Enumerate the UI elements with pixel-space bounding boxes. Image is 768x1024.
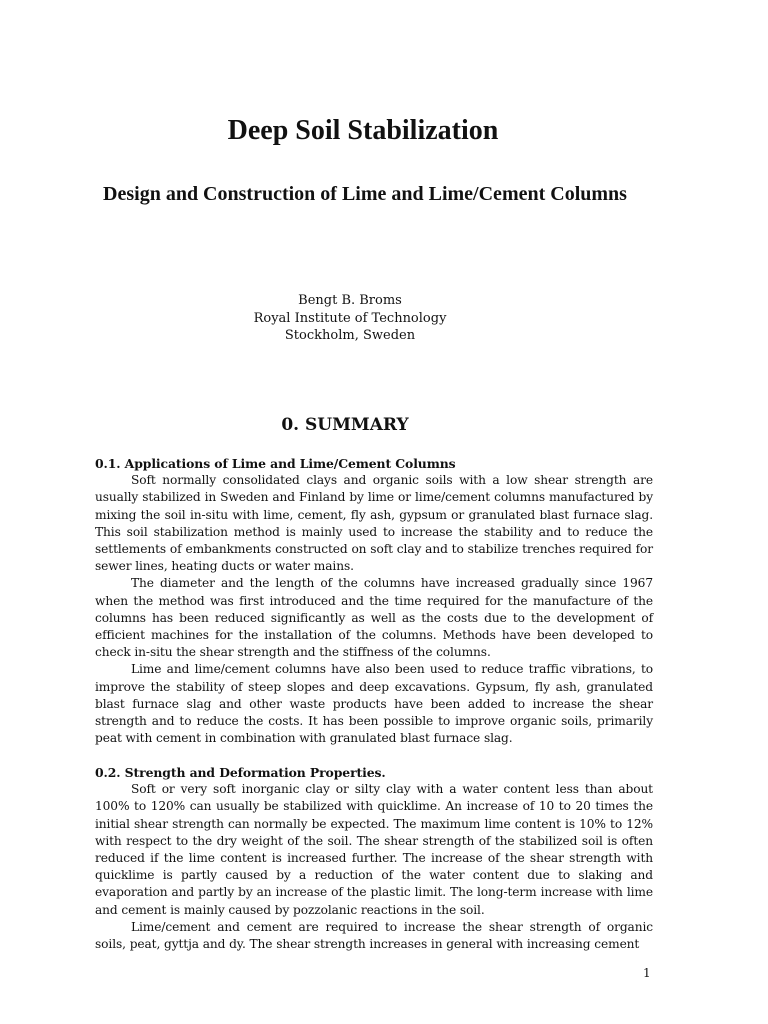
document-title: Deep Soil Stabilization (227, 115, 499, 146)
paragraph: Lime/cement and cement are required to increase the shear strength of organic soils, peat, gyttja and dy. The shear strength increases in general with increasing cement (95, 919, 653, 952)
subsection-strength (95, 764, 653, 953)
author-name: Bengt B. Broms (298, 293, 402, 308)
subsection-heading: 0.1. Applications of Lime and Lime/Cement Columns (95, 456, 456, 471)
page-number: 1 (643, 966, 651, 980)
author-location: Stockholm, Sweden (284, 328, 416, 343)
section-heading: 0. SUMMARY (281, 415, 409, 435)
author-block (0, 292, 700, 345)
document-subtitle: Design and Construction of Lime and Lime/Cement Columns (103, 183, 627, 205)
paragraph: The diameter and the length of the columns have increased gradually since 1967 when the method was first introduced and the time required for the manufacture of the columns has been reduced significantly as well as the costs due to the development of efficient machines for the installation of the columns. Methods have been developed to check in-situ the shear strength and the stiffness of the columns. (95, 576, 653, 660)
subsection-heading: 0.2. Strength and Deformation Properties. (95, 765, 386, 780)
subsection-applications (95, 455, 653, 747)
paragraph: Soft normally consolidated clays and organic soils with a low shear strength are usually stabilized in Sweden and Finland by lime or lime/cement columns manufactured by mixing the soil in-situ with lime, cement, fly ash, gypsum or granulated blast furnace slag. This soil stabilization method is mainly used to increase the stability and to reduce the settlements of embankments constructed on soft clay and to stabilize trenches required for sewer lines, heating ducts or water mains. (95, 473, 653, 574)
paragraph: Lime and lime/cement columns have also been used to reduce traffic vibrations, to improve the stability of steep slopes and deep excavations. Gypsum, fly ash, granulated blast furnace slag and other waste products have been added to increase the shear strength and to reduce the costs. It has been possible to improve organic soils, primarily peat with cement in combination with granulated blast furnace slag. (95, 662, 653, 746)
paragraph: Soft or very soft inorganic clay or silty clay with a water content less than about 100% to 120% can usually be stabilized with quicklime. An increase of 10 to 20 times the initial shear strength can normally be expected. The maximum lime content is 10% to 12% with respect to the dry weight of the soil. The shear strength of the stabilized soil is often reduced if the lime content is increased further. The increase of the shear strength with quicklime is partly caused by a reduction of the water content due to slaking and evaporation and partly by an increase of the plastic limit. The long-term increase with lime and cement is mainly caused by pozzolanic reactions in the soil. (95, 782, 653, 917)
author-affiliation: Royal Institute of Technology (253, 310, 447, 326)
